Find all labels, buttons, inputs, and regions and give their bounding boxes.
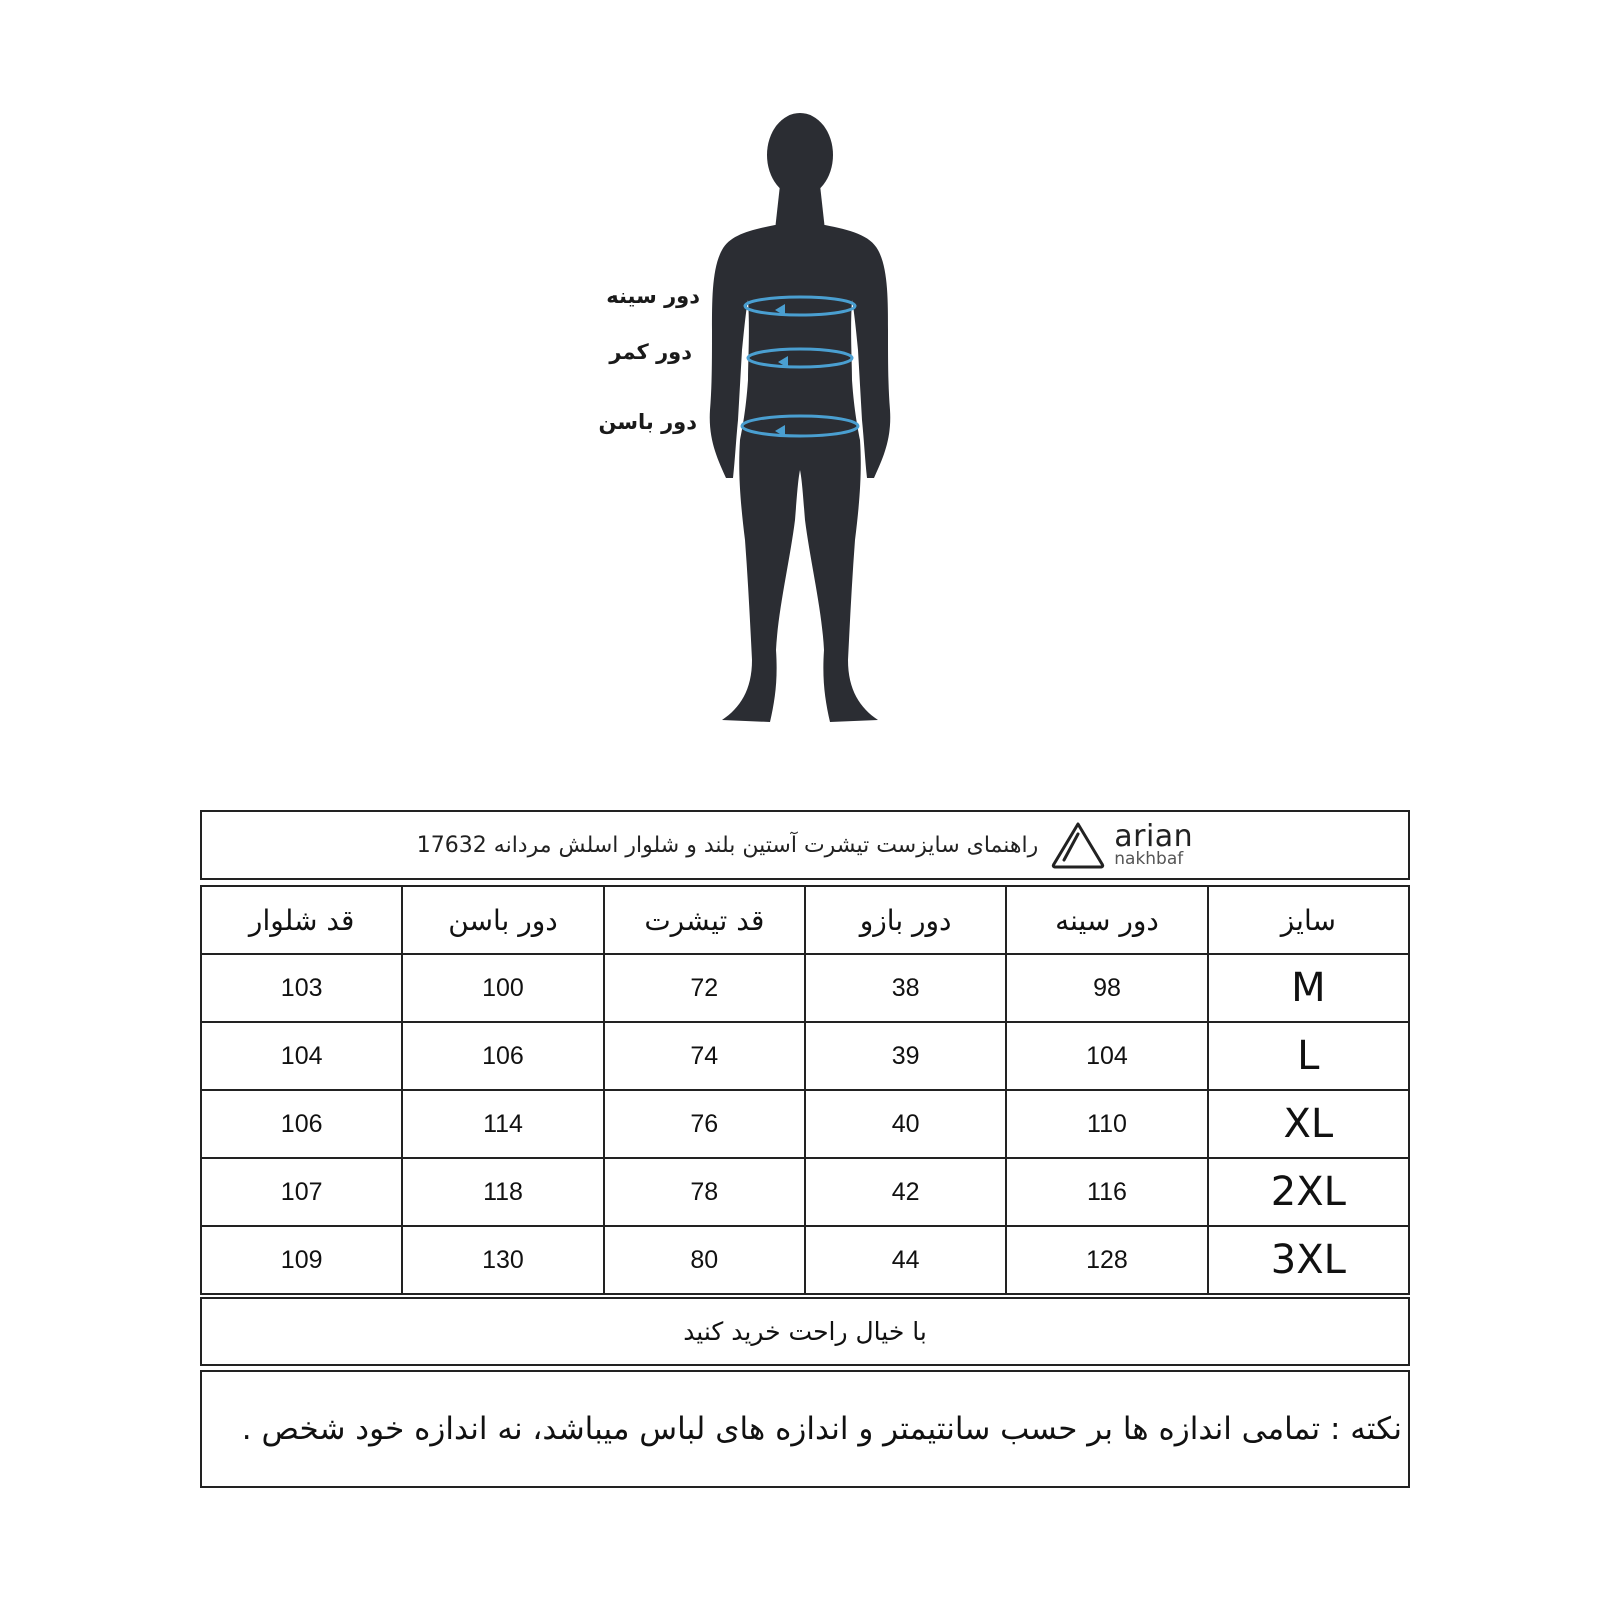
slogan-text: با خیال راحت خرید کنید bbox=[683, 1317, 927, 1346]
table-row bbox=[201, 954, 1409, 1022]
table-header-row bbox=[201, 886, 1409, 954]
col-header-size: سایز bbox=[1208, 886, 1409, 954]
cell-chest: 104 bbox=[1006, 1022, 1207, 1090]
cell-hip: 100 bbox=[402, 954, 603, 1022]
body-figure bbox=[0, 0, 1600, 760]
cell-pants-length: 104 bbox=[201, 1022, 402, 1090]
cell-hip: 106 bbox=[402, 1022, 603, 1090]
cell-chest: 110 bbox=[1006, 1090, 1207, 1158]
cell-shirt-length: 78 bbox=[604, 1158, 805, 1226]
cell-chest: 128 bbox=[1006, 1226, 1207, 1294]
cell-pants-length: 107 bbox=[201, 1158, 402, 1226]
note-box bbox=[200, 1370, 1410, 1488]
logo-sub: nakhbaf bbox=[1114, 849, 1184, 869]
cell-arm: 39 bbox=[805, 1022, 1006, 1090]
size-table bbox=[200, 885, 1410, 1295]
cell-chest: 116 bbox=[1006, 1158, 1207, 1226]
note-text: نکته : تمامی اندازه ها بر حسب سانتیمتر و اندازه های لباس میباشد، نه اندازه خود شخص . bbox=[241, 1411, 1402, 1447]
waist-label: دور کمر bbox=[609, 340, 692, 364]
logo-brand: arian bbox=[1114, 819, 1194, 854]
table-row bbox=[201, 1226, 1409, 1294]
cell-shirt-length: 74 bbox=[604, 1022, 805, 1090]
cell-chest: 98 bbox=[1006, 954, 1207, 1022]
cell-size: M bbox=[1208, 954, 1409, 1022]
cell-pants-length: 106 bbox=[201, 1090, 402, 1158]
cell-hip: 130 bbox=[402, 1226, 603, 1294]
cell-shirt-length: 72 bbox=[604, 954, 805, 1022]
cell-size: L bbox=[1208, 1022, 1409, 1090]
cell-arm: 38 bbox=[805, 954, 1006, 1022]
man-silhouette bbox=[0, 0, 1600, 760]
chest-label: دور سینه bbox=[606, 284, 700, 308]
cell-shirt-length: 80 bbox=[604, 1226, 805, 1294]
cell-pants-length: 103 bbox=[201, 954, 402, 1022]
table-row bbox=[201, 1022, 1409, 1090]
cell-arm: 40 bbox=[805, 1090, 1006, 1158]
cell-size: XL bbox=[1208, 1090, 1409, 1158]
table-row bbox=[201, 1158, 1409, 1226]
cell-size: 3XL bbox=[1208, 1226, 1409, 1294]
col-header-arm: دور بازو bbox=[805, 886, 1006, 954]
title-box bbox=[200, 810, 1410, 880]
cell-hip: 118 bbox=[402, 1158, 603, 1226]
cell-shirt-length: 76 bbox=[604, 1090, 805, 1158]
table-row bbox=[201, 1090, 1409, 1158]
col-header-shirt-length: قد تیشرت bbox=[604, 886, 805, 954]
brand-logo bbox=[1050, 820, 1193, 870]
col-header-chest: دور سینه bbox=[1006, 886, 1207, 954]
cell-pants-length: 109 bbox=[201, 1226, 402, 1294]
triangle-logo-icon bbox=[1050, 820, 1106, 870]
col-header-pants-length: قد شلوار bbox=[201, 886, 402, 954]
size-guide-title: راهنمای سایزست تیشرت آستین بلند و شلوار اسلش مردانه 17632 bbox=[416, 832, 1039, 858]
cell-arm: 42 bbox=[805, 1158, 1006, 1226]
cell-arm: 44 bbox=[805, 1226, 1006, 1294]
cell-size: 2XL bbox=[1208, 1158, 1409, 1226]
slogan-box bbox=[200, 1297, 1410, 1366]
cell-hip: 114 bbox=[402, 1090, 603, 1158]
hip-label: دور باسن bbox=[598, 410, 697, 434]
col-header-hip: دور باسن bbox=[402, 886, 603, 954]
